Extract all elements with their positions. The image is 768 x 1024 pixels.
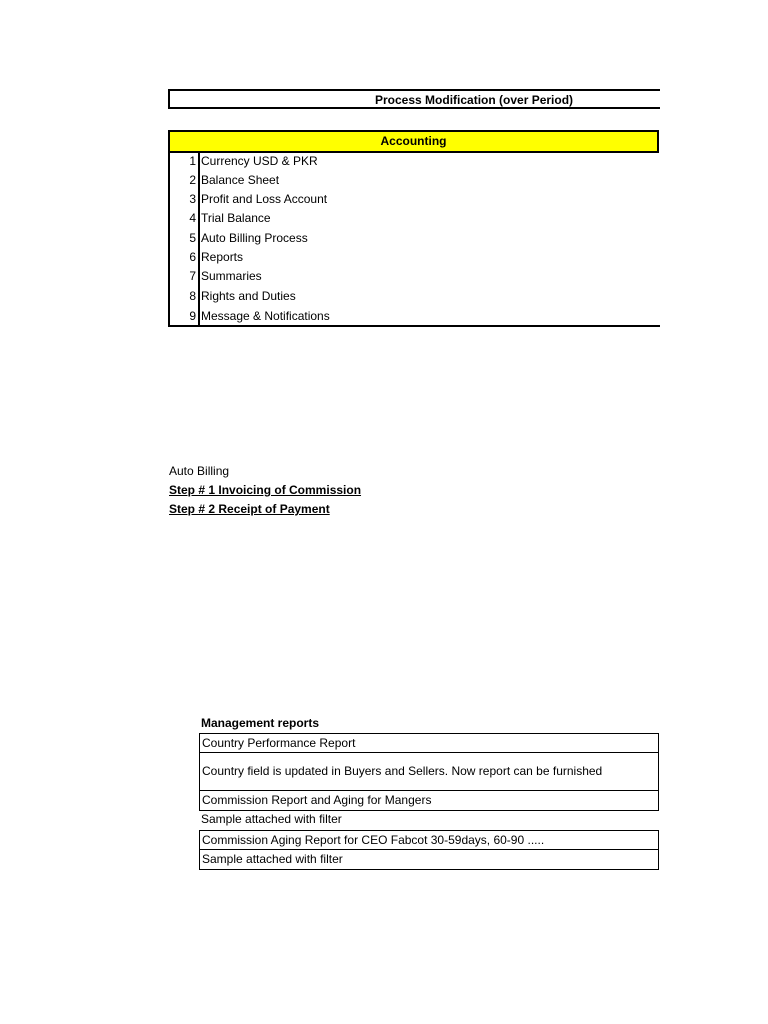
accounting-item-label: Auto Billing Process xyxy=(201,231,308,245)
accounting-item-number: 4 xyxy=(189,211,196,225)
accounting-header: Accounting xyxy=(168,130,659,153)
auto-billing-step-1: Step # 1 Invoicing of Commission xyxy=(169,483,362,497)
auto-billing-heading: Auto Billing xyxy=(169,464,230,478)
accounting-item-label: Currency USD & PKR xyxy=(201,154,318,168)
accounting-item-number: 5 xyxy=(189,231,196,245)
accounting-item-number: 7 xyxy=(189,269,196,283)
accounting-item-label: Summaries xyxy=(201,269,262,283)
accounting-item-label: Balance Sheet xyxy=(201,173,280,187)
accounting-item-number: 1 xyxy=(189,154,196,168)
sample-note-cell: Sample attached with filter xyxy=(199,849,659,870)
accounting-item-label: Profit and Loss Account xyxy=(201,192,328,206)
accounting-column-divider xyxy=(198,151,200,326)
country-note-cell: Country field is updated in Buyers and Sellers. Now report can be furnished xyxy=(199,752,659,791)
accounting-item-label: Rights and Duties xyxy=(201,289,296,303)
accounting-item-number: 8 xyxy=(189,289,196,303)
page-title: Process Modification (over Period) xyxy=(375,93,574,107)
accounting-item-number: 6 xyxy=(189,250,196,264)
commission-report-cell: Commission Report and Aging for Mangers xyxy=(199,790,659,811)
auto-billing-step-2: Step # 2 Receipt of Payment xyxy=(169,502,330,516)
sample-note: Sample attached with filter xyxy=(201,812,342,826)
accounting-item-number: 3 xyxy=(189,192,196,206)
management-reports-title: Management reports xyxy=(201,716,320,730)
country-performance-report-cell: Country Performance Report xyxy=(199,733,659,753)
accounting-item-number: 2 xyxy=(189,173,196,187)
commission-aging-report-cell: Commission Aging Report for CEO Fabcot 30-59days, 60-90 ..... xyxy=(199,830,659,850)
accounting-item-label: Trial Balance xyxy=(201,211,271,225)
title-cell xyxy=(168,89,660,109)
accounting-item-label: Message & Notifications xyxy=(201,309,330,323)
accounting-item-label: Reports xyxy=(201,250,244,264)
accounting-item-number: 9 xyxy=(189,309,196,323)
